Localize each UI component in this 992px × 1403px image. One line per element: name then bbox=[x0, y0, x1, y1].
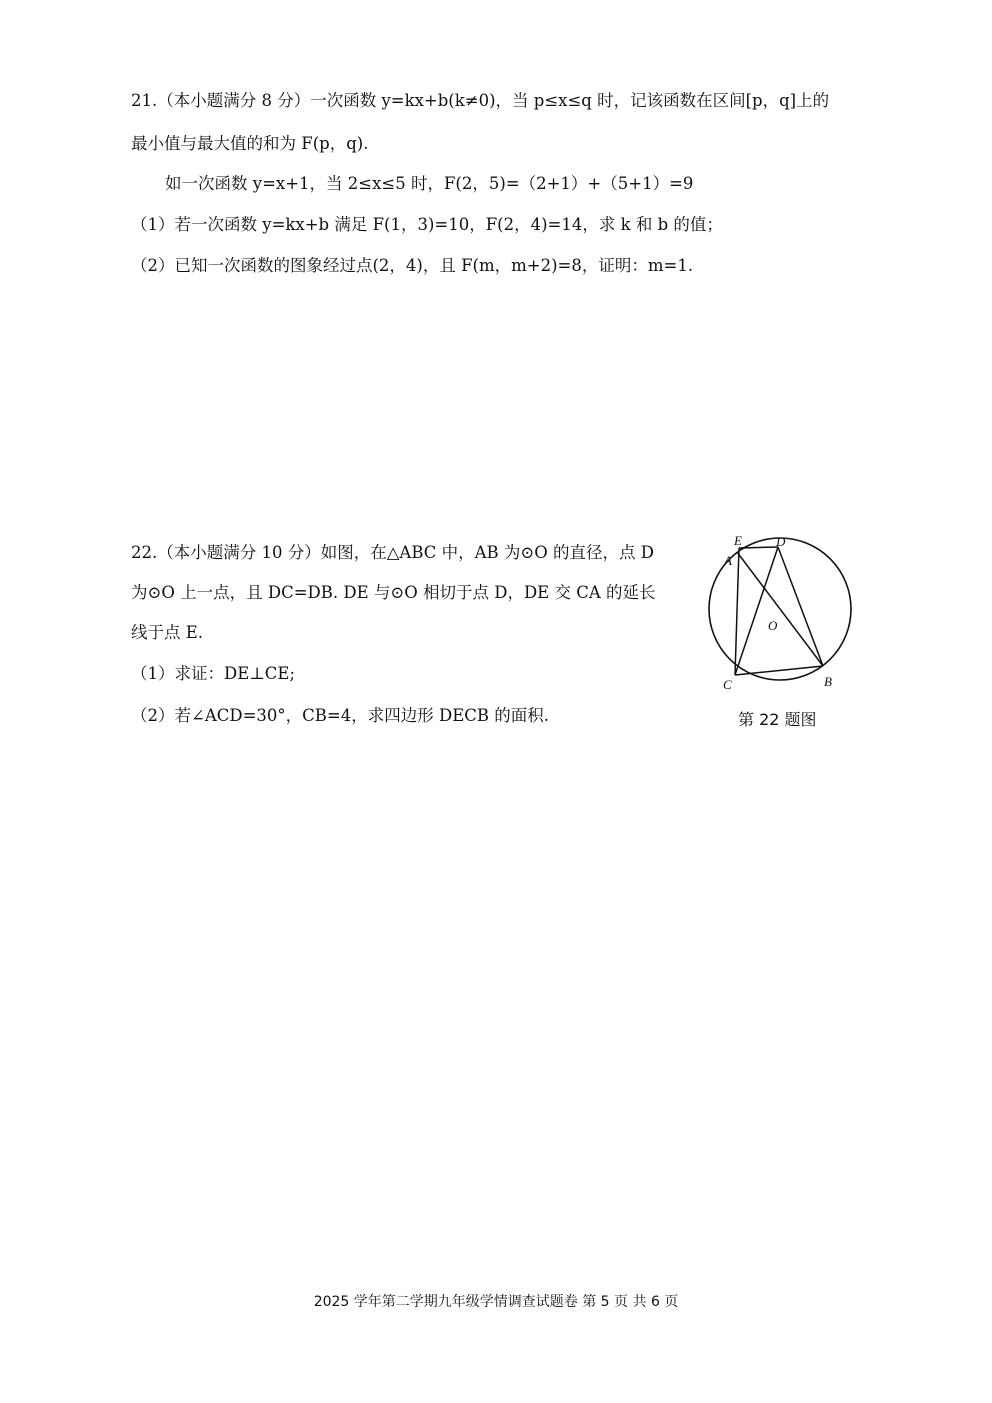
segment-db bbox=[778, 547, 823, 666]
q22-part2: （2）若∠ACD=30°，CB=4，求四边形 DECB 的面积. bbox=[131, 706, 549, 725]
figure-caption: 第 22 题图 bbox=[738, 710, 817, 729]
label-b: B bbox=[824, 674, 832, 689]
label-c: C bbox=[723, 677, 732, 692]
label-d: D bbox=[776, 534, 786, 549]
q22-part1: （1）求证：DE⊥CE; bbox=[131, 664, 296, 683]
label-o: O bbox=[768, 618, 778, 633]
label-a: A bbox=[724, 553, 732, 568]
page-footer: 2025 学年第二学期九年级学情调查试题卷 第 5 页 共 6 页 bbox=[313, 1294, 679, 1310]
q22-line1: 22.（本小题满分 10 分）如图，在△ABC 中，AB 为⊙O 的直径，点 D bbox=[131, 543, 654, 562]
segment-ce bbox=[735, 548, 739, 675]
q21-part1: （1）若一次函数 y=kx+b 满足 F(1，3)=10，F(2，4)=14，求 k 和 b 的值； bbox=[131, 215, 723, 234]
q22-line3: 线于点 E. bbox=[131, 623, 204, 642]
segment-dc bbox=[735, 547, 778, 675]
q21-example: 如一次函数 y=x+1，当 2≤x≤5 时，F(2，5)=（2+1）+（5+1）=9 bbox=[165, 174, 694, 193]
q21-part2: （2）已知一次函数的图象经过点(2，4)，且 F(m，m+2)=8，证明：m=1. bbox=[131, 256, 694, 275]
q21-line1: 21.（本小题满分 8 分）一次函数 y=kx+b(k≠0)，当 p≤x≤q 时，记该函数在区间[p，q]上的 bbox=[131, 91, 830, 110]
segment-ab bbox=[737, 552, 823, 666]
q22-line2: 为⊙O 上一点，且 DC=DB. DE 与⊙O 相切于点 D，DE 交 CA 的延长 bbox=[131, 583, 656, 602]
q22-figure bbox=[700, 532, 860, 692]
q21-line2: 最小值与最大值的和为 F(p，q). bbox=[131, 134, 369, 153]
label-e: E bbox=[734, 533, 742, 548]
segment-ed bbox=[739, 547, 778, 548]
